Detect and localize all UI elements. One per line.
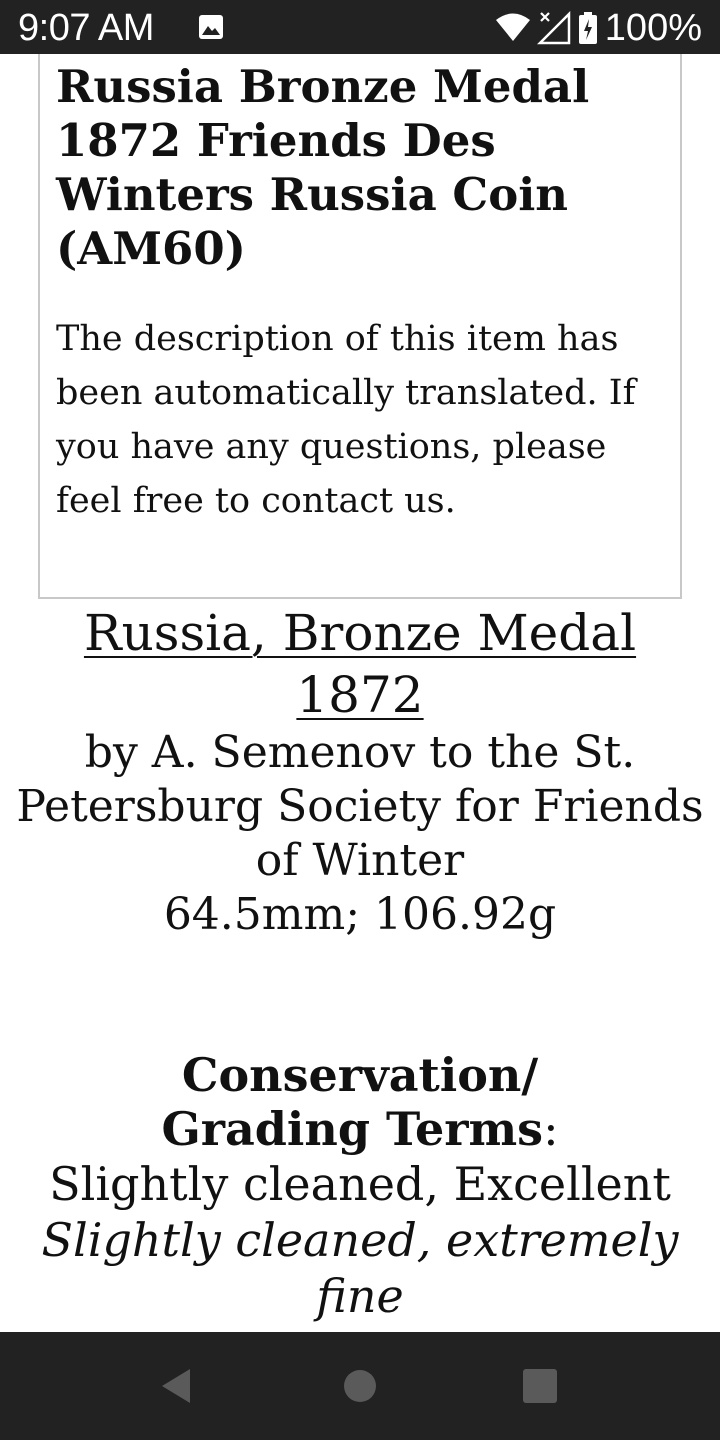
back-icon	[158, 1366, 198, 1406]
medal-maker-line: by A. Semenov to the St. Petersburg Society for Friends of Winter	[16, 727, 704, 886]
translation-note: The description of this item has been automatically translated. If you have any questions, please feel free to contact us.	[56, 319, 636, 521]
grading-label: Conservation/ Grading Terms	[161, 1048, 544, 1156]
item-header-box	[38, 54, 682, 599]
grading-heading	[0, 1048, 720, 1156]
status-bar	[0, 0, 720, 54]
grading-value: Slightly cleaned, Excellent	[49, 1157, 671, 1211]
back-button[interactable]	[118, 1332, 238, 1440]
recents-icon	[522, 1368, 558, 1404]
grading-section	[0, 1048, 720, 1324]
page-content[interactable]	[0, 54, 720, 1332]
battery-charging-icon	[579, 12, 597, 44]
item-title: Russia Bronze Medal 1872 Friends Des Winters Russia Coin (AM60)	[56, 60, 590, 275]
grading-separator: :	[543, 1102, 559, 1156]
battery-percent: 100%	[604, 7, 702, 49]
signal-icon	[537, 11, 571, 45]
home-icon	[342, 1368, 378, 1404]
home-button[interactable]	[300, 1332, 420, 1440]
status-icons	[495, 6, 702, 50]
recents-button[interactable]	[480, 1332, 600, 1440]
grading-value-translation: Slightly cleaned, extremely fine	[41, 1213, 679, 1323]
item-description	[0, 598, 720, 942]
image-notification-icon	[198, 14, 224, 40]
navigation-bar	[0, 1332, 720, 1440]
medal-heading: Russia, Bronze Medal 1872	[83, 604, 637, 724]
status-time: 9:07 AM	[18, 7, 154, 49]
medal-size-weight: 64.5mm; 106.92g	[163, 889, 557, 940]
wifi-icon	[495, 13, 531, 43]
